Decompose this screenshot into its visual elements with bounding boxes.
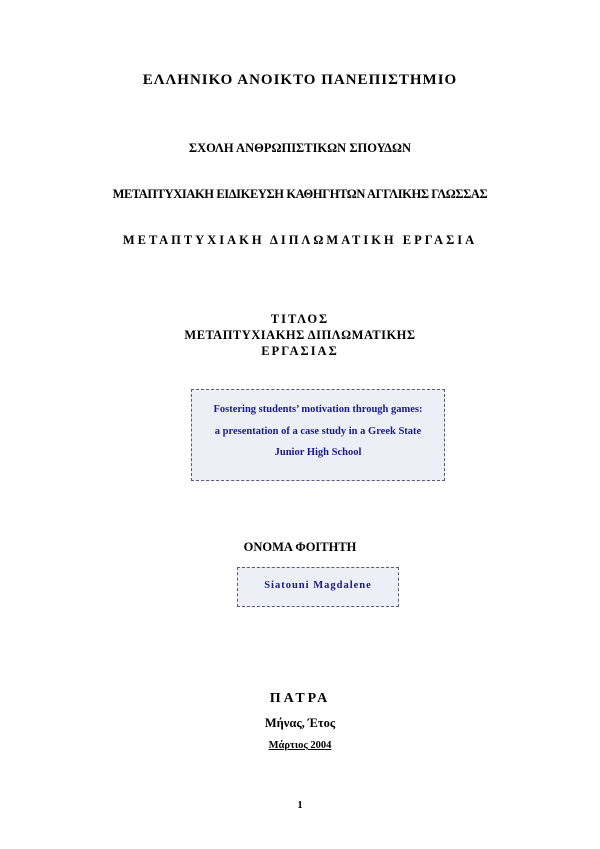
title-label-line-2: ΜΕΤΑΠΤΥΧΙΑΚΗΣ ΔΙΠΛΩΜΑΤΙΚΗΣ <box>184 328 416 342</box>
university-name: ΕΛΛΗΝΙΚΟ ΑΝΟΙΚΤΟ ΠΑΝΕΠΙΣΤΗΜΙΟ <box>142 72 458 88</box>
student-name: Siatouni Magdalene <box>264 580 372 591</box>
thesis-title-line-1: Fostering students’ motivation through games: <box>213 404 423 415</box>
thesis-title-box <box>191 389 445 481</box>
thesis-title-line-2: a presentation of a case study in a Greek State <box>214 426 422 437</box>
student-name-box <box>237 567 399 607</box>
title-label-line-3: ΕΡΓΑΣΙΑΣ <box>261 344 339 358</box>
city-name: ΠΑΤΡΑ <box>269 691 331 706</box>
month-year-label: Μήνας, Έτος <box>264 716 336 730</box>
page-number: 1 <box>297 800 303 811</box>
student-name-label: ΟΝΟΜΑ ΦΟΙΤΗΤΗ <box>243 540 357 554</box>
school-name: ΣΧΟΛΗ ΑΝΘΡΩΠΙΣΤΙΚΩΝ ΣΠΟΥΔΩΝ <box>188 141 412 155</box>
thesis-title-line-3: Junior High School <box>274 447 362 458</box>
specialization-name: ΜΕΤΑΠΤΥΧΙΑΚΗ ΕΙΔΙΚΕΥΣΗ ΚΑΘΗΓΗΤΩΝ ΑΓΓΛΙΚΗΣ ΓΛΩΣΣΑΣ <box>112 187 488 201</box>
thesis-type: ΜΕΤΑΠΤΥΧΙΑΚΗ ΔΙΠΛΩΜΑΤΙΚΗ ΕΡΓΑΣΙΑ <box>122 233 478 247</box>
title-label-line-1: ΤΙΤΛΟΣ <box>270 312 330 326</box>
submission-date <box>0 740 600 751</box>
submission-date-text: Μάρτιος 2004 <box>268 740 332 751</box>
